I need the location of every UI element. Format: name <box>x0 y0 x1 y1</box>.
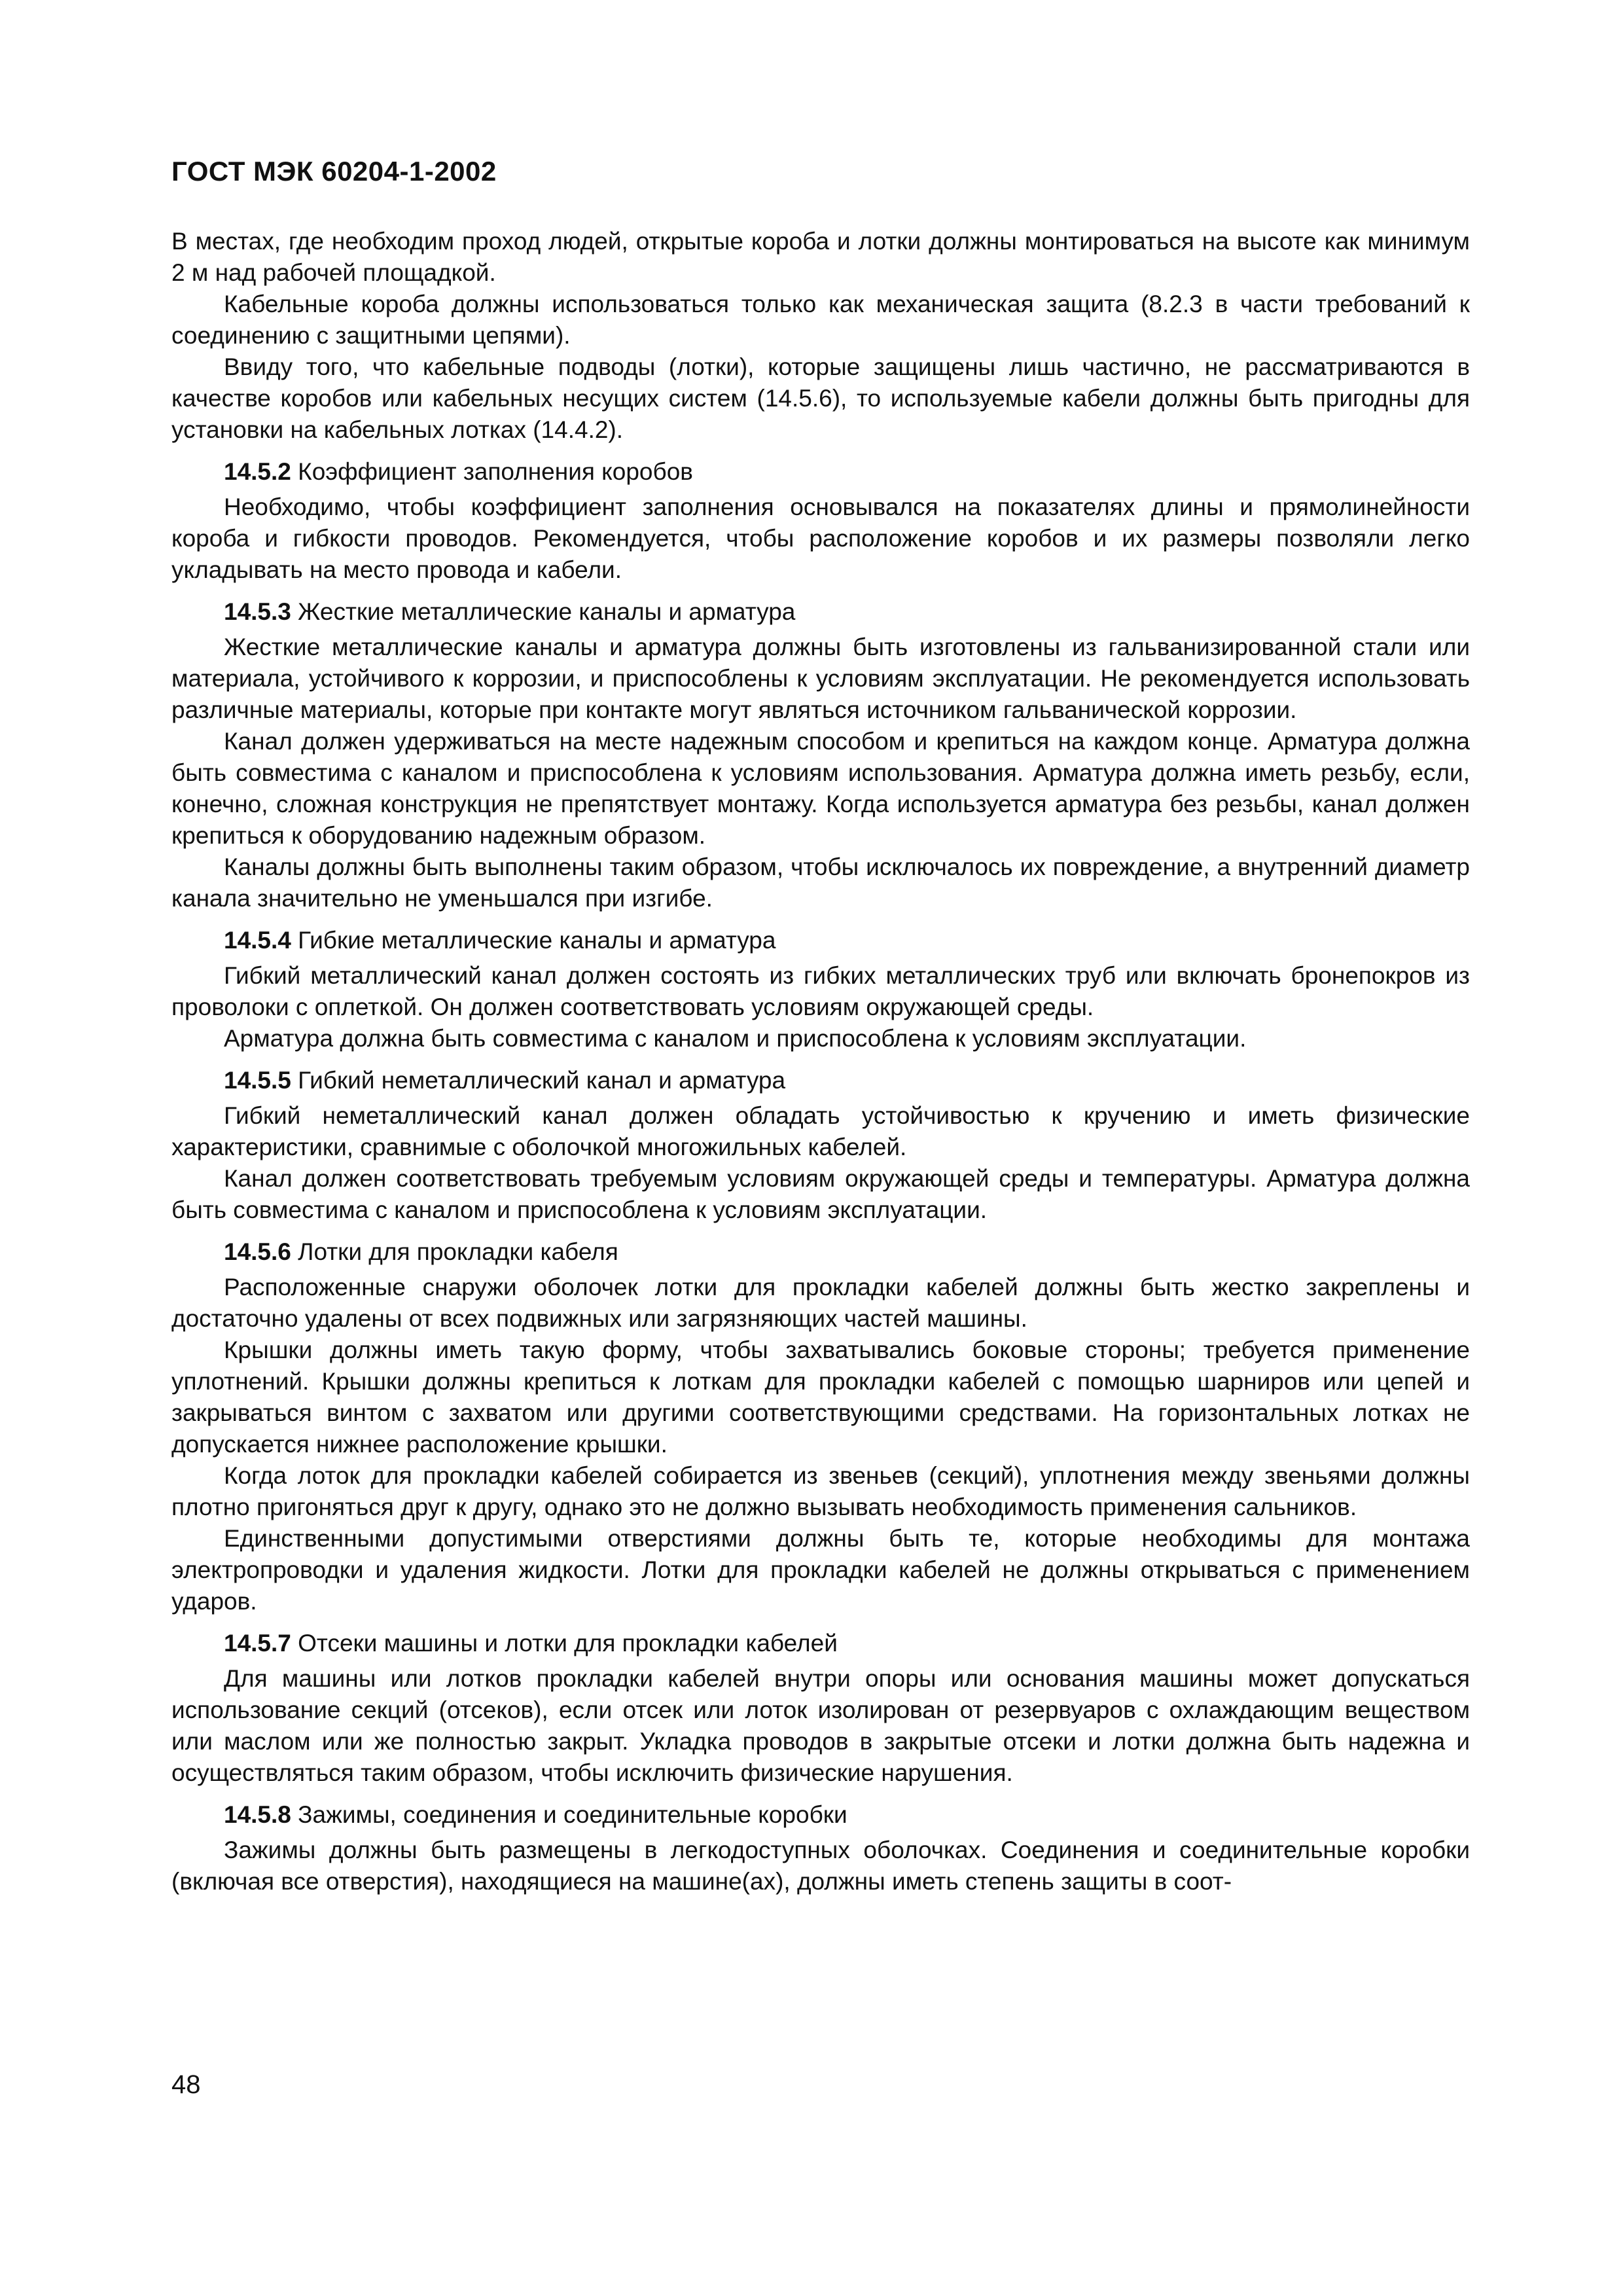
paragraph: Расположенные снаружи оболочек лотки для прокладки кабелей должны быть жестко закреплены и достаточно удалены от всех подвижных или загрязняющих частей машины. <box>171 1274 1470 1332</box>
paragraph: Жесткие металлические каналы и арматура должны быть изготовлены из гальванизированной стали или материала, устойчивого к коррозии, и приспособлены к условиям эксплуатации. Не рекомендуется использовать различные материалы, которые при контакте могут являться источником гальванической коррозии. <box>171 634 1470 723</box>
paragraph: Единственными допустимыми отверстиями должны быть те, которые необходимы для монтажа электропроводки и удаления жидкости. Лотки для прокладки кабелей не должны открываться с применением ударов. <box>171 1525 1470 1615</box>
paragraph: Крышки должны иметь такую форму, чтобы захватывались боковые стороны; требуется применение уплотнений. Крышки должны крепиться к лоткам для прокладки кабелей с помощью шарниров или цепей и закрываться винтом с захватом или другими соответствующими средствами. На горизонтальных лотках не допускается нижнее расположение крышки. <box>171 1336 1470 1458</box>
paragraph: Кабельные короба должны использоваться только как механическая защита (8.2.3 в части требований к соединению с защитными цепями). <box>171 291 1470 349</box>
section-number: 14.5.8 <box>224 1801 291 1828</box>
section-heading-14-5-3 <box>171 596 1470 628</box>
section-title: Зажимы, соединения и соединительные коробки <box>298 1801 847 1828</box>
paragraph: Когда лоток для прокладки кабелей собирается из звеньев (секций), уплотнения между звеньями должны плотно пригоняться друг к другу, однако это не должно вызывать необходимость применения сальников. <box>171 1462 1470 1520</box>
document-body <box>171 226 1470 1897</box>
section-title: Жесткие металлические каналы и арматура <box>298 598 796 625</box>
section-heading-14-5-8 <box>171 1799 1470 1831</box>
section-number: 14.5.3 <box>224 598 291 625</box>
section-title: Гибкий неметаллический канал и арматура <box>298 1067 786 1094</box>
section-heading-14-5-7 <box>171 1628 1470 1659</box>
paragraph: Канал должен удерживаться на месте надежным способом и крепиться на каждом конце. Арматура должна быть совместима с каналом и приспособлена к условиям использования. Арматура должна иметь резьбу, если, конечно, сложная конструкция не препятствует монтажу. Когда используется арматура без резьбы, канал должен крепиться к оборудованию надежным образом. <box>171 728 1470 849</box>
section-heading-14-5-4 <box>171 925 1470 956</box>
section-heading-14-5-5 <box>171 1065 1470 1096</box>
section-title: Лотки для прокладки кабеля <box>298 1238 618 1265</box>
document-header: ГОСТ МЭК 60204-1-2002 <box>171 156 497 187</box>
paragraph: Канал должен соответствовать требуемым условиям окружающей среды и температуры. Арматура должна быть совместима с каналом и приспособлена к условиям эксплуатации. <box>171 1165 1470 1223</box>
section-number: 14.5.4 <box>224 927 291 954</box>
paragraph: Ввиду того, что кабельные подводы (лотки), которые защищены лишь частично, не рассматриваются в качестве коробов или кабельных несущих систем (14.5.6), то используемые кабели должны быть пригодны для установки на кабельных лотках (14.4.2). <box>171 353 1470 443</box>
section-heading-14-5-2 <box>171 456 1470 488</box>
paragraph: Каналы должны быть выполнены таким образом, чтобы исключалось их повреждение, а внутренний диаметр канала значительно не уменьшался при изгибе. <box>171 853 1470 912</box>
paragraph: Гибкий металлический канал должен состоять из гибких металлических труб или включать бронепокров из проволоки с оплеткой. Он должен соответствовать условиям окружающей среды. <box>171 962 1470 1020</box>
section-number: 14.5.5 <box>224 1067 291 1094</box>
paragraph: Арматура должна быть совместима с каналом и приспособлена к условиям эксплуатации. <box>224 1025 1247 1052</box>
paragraph: Зажимы должны быть размещены в легкодоступных оболочках. Соединения и соединительные коробки (включая все отверстия), находящиеся на машине(ах), должны иметь степень защиты в соот- <box>171 1837 1470 1895</box>
section-number: 14.5.6 <box>224 1238 291 1265</box>
page-number: 48 <box>171 2070 201 2099</box>
paragraph: Для машины или лотков прокладки кабелей внутри опоры или основания машины может допускаться использование секций (отсеков), если отсек или лоток изолирован от резервуаров с охлаждающим веществом или маслом или же полностью закрыт. Укладка проводов в закрытые отсеки и лотки должна быть надежна и осуществляться таким образом, чтобы исключить физические нарушения. <box>171 1665 1470 1786</box>
paragraph: Гибкий неметаллический канал должен обладать устойчивостью к кручению и иметь физические характеристики, сравнимые с оболочкой многожильных кабелей. <box>171 1102 1470 1160</box>
paragraph: Необходимо, чтобы коэффициент заполнения основывался на показателях длины и прямолинейности короба и гибкости проводов. Рекомендуется, чтобы расположение коробов и их размеры позволяли легко укладывать на место провода и кабели. <box>171 493 1470 583</box>
section-title: Коэффициент заполнения коробов <box>298 458 693 485</box>
section-number: 14.5.7 <box>224 1630 291 1657</box>
section-number: 14.5.2 <box>224 458 291 485</box>
section-title: Гибкие металлические каналы и арматура <box>298 927 776 954</box>
paragraph: В местах, где необходим проход людей, открытые короба и лотки должны монтироваться на высоте как минимум 2 м над рабочей площадкой. <box>171 228 1470 286</box>
section-heading-14-5-6 <box>171 1236 1470 1268</box>
section-title: Отсеки машины и лотки для прокладки кабелей <box>298 1630 838 1657</box>
